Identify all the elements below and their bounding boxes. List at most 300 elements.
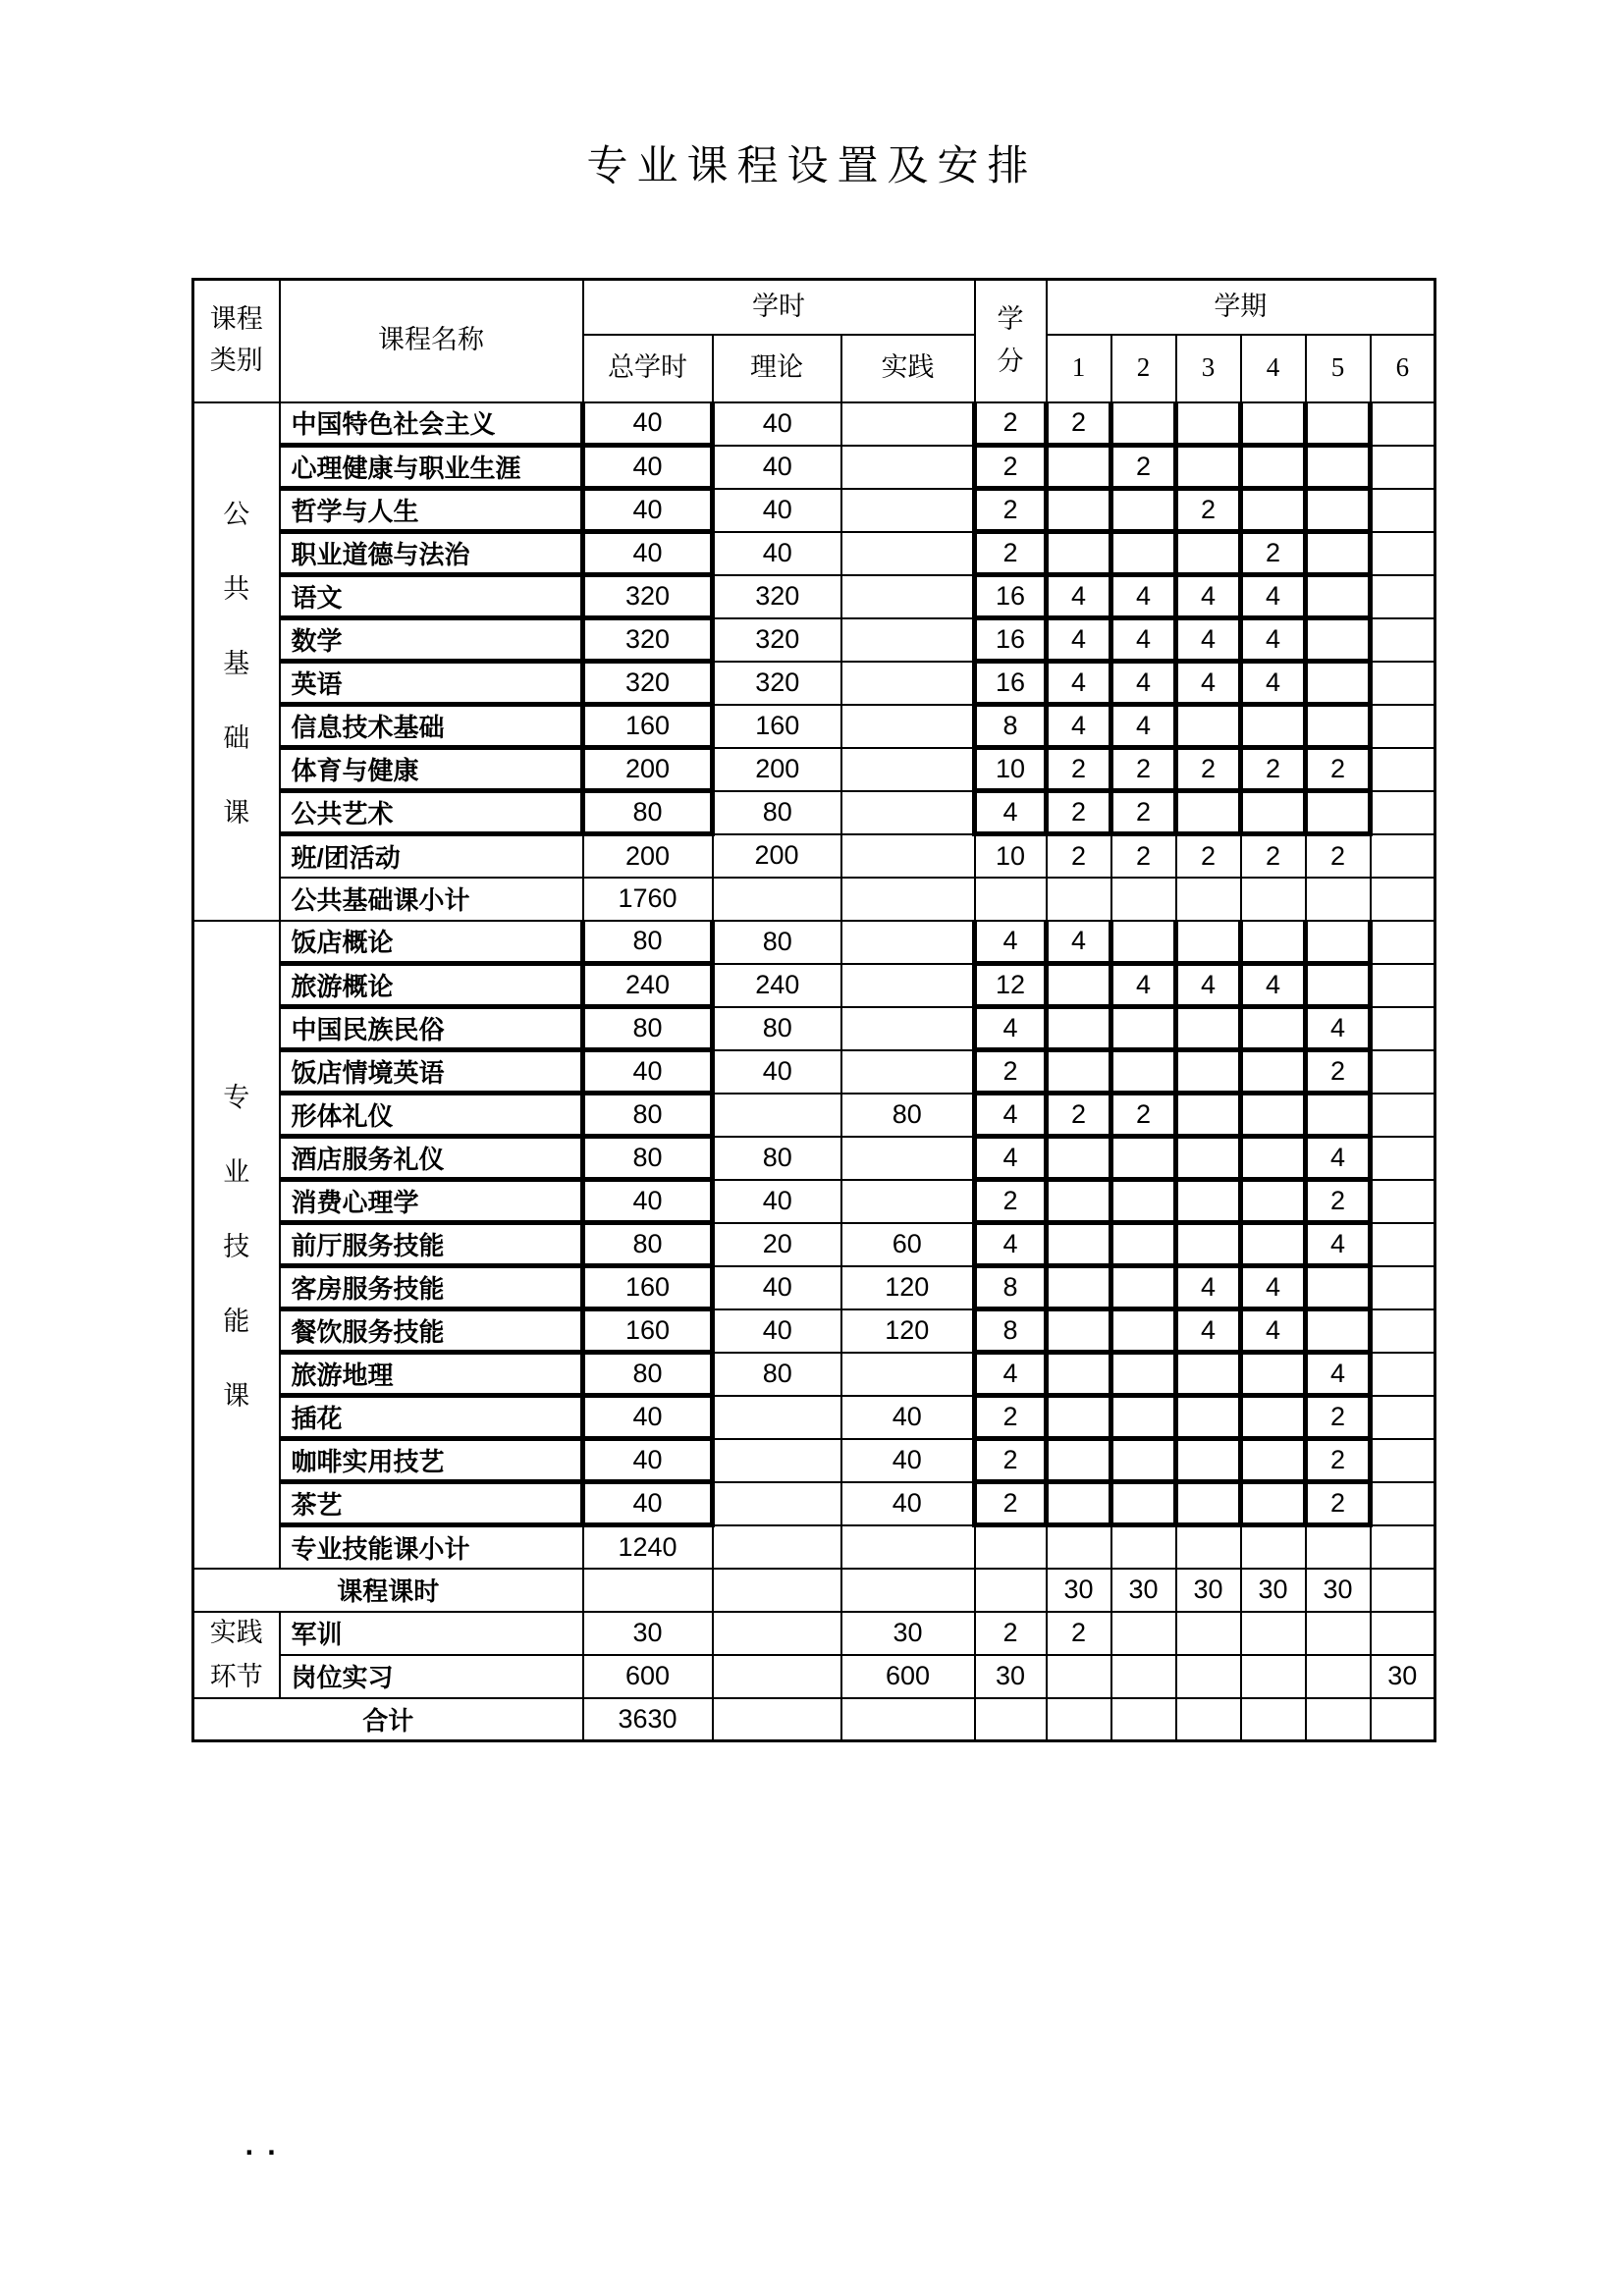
semester-cell [1306, 532, 1371, 575]
total-hours-cell: 160 [583, 1266, 713, 1309]
header-semester-5: 5 [1306, 335, 1371, 402]
credits-cell: 2 [975, 1050, 1047, 1094]
semester-cell [1306, 878, 1371, 921]
semester-cell [1047, 489, 1111, 532]
practice-hours-cell [841, 964, 975, 1007]
theory-hours-cell: 40 [713, 1266, 841, 1309]
semester-cell: 2 [1111, 1094, 1176, 1137]
course-name-cell: 语文 [280, 575, 583, 618]
table-row [193, 748, 1435, 791]
semester-cell [1371, 834, 1435, 878]
total-hours-cell: 240 [583, 964, 713, 1007]
total-hours-cell [583, 1569, 713, 1612]
semester-cell [1176, 1612, 1241, 1655]
credits-cell: 30 [975, 1655, 1047, 1698]
category-label-line: 技 [223, 1232, 250, 1261]
semester-cell: 4 [1241, 1309, 1306, 1353]
total-hours-cell: 40 [583, 1180, 713, 1223]
semester-cell: 4 [1176, 618, 1241, 662]
semester-cell [1176, 446, 1241, 489]
semester-cell: 2 [1306, 834, 1371, 878]
table-row [193, 1180, 1435, 1223]
practice-hours-cell [841, 1180, 975, 1223]
semester-cell: 4 [1176, 662, 1241, 705]
header-category: 课程类别 [193, 280, 280, 402]
practice-hours-cell [841, 662, 975, 705]
semester-cell [1176, 1396, 1241, 1439]
header-semester-group: 学期 [1047, 280, 1435, 335]
semester-cell: 2 [1176, 834, 1241, 878]
semester-cell: 2 [1047, 1094, 1111, 1137]
credits-cell: 4 [975, 1353, 1047, 1396]
theory-hours-cell: 40 [713, 1050, 841, 1094]
semester-cell: 2 [1047, 791, 1111, 834]
semester-cell [1371, 1396, 1435, 1439]
semester-cell [1371, 791, 1435, 834]
semester-cell [1241, 402, 1306, 446]
semester-cell: 2 [1111, 834, 1176, 878]
course-name-cell: 消费心理学 [280, 1180, 583, 1223]
semester-cell [1306, 402, 1371, 446]
semester-cell [1241, 878, 1306, 921]
credits-cell [975, 878, 1047, 921]
credits-cell: 4 [975, 791, 1047, 834]
category-label-line: 共 [223, 574, 250, 604]
course-name-cell: 信息技术基础 [280, 705, 583, 748]
semester-cell [1241, 1439, 1306, 1482]
category-label-line: 基 [223, 649, 250, 678]
semester-cell [1371, 1698, 1435, 1741]
category-label-line: 环节 [209, 1662, 263, 1691]
semester-cell [1371, 489, 1435, 532]
semester-cell: 2 [1047, 402, 1111, 446]
table-row [193, 1309, 1435, 1353]
practice-hours-cell [841, 748, 975, 791]
practice-hours-cell [841, 1525, 975, 1569]
course-name-cell: 公共艺术 [280, 791, 583, 834]
semester-cell: 4 [1111, 575, 1176, 618]
semester-cell [1111, 921, 1176, 964]
credits-cell: 2 [975, 1396, 1047, 1439]
semester-cell [1371, 1266, 1435, 1309]
theory-hours-cell: 200 [713, 834, 841, 878]
semester-cell [1241, 1353, 1306, 1396]
course-name-cell: 形体礼仪 [280, 1094, 583, 1137]
table-row [193, 1439, 1435, 1482]
course-name-cell: 旅游概论 [280, 964, 583, 1007]
semester-cell [1176, 1698, 1241, 1741]
semester-cell [1371, 662, 1435, 705]
course-name-cell: 英语 [280, 662, 583, 705]
semester-cell: 4 [1047, 618, 1111, 662]
practice-hours-cell [841, 1353, 975, 1396]
semester-cell: 2 [1306, 1050, 1371, 1094]
course-name-cell: 中国特色社会主义 [280, 402, 583, 446]
semester-cell: 30 [1047, 1569, 1111, 1612]
course-name-cell: 职业道德与法治 [280, 532, 583, 575]
semester-cell [1047, 1655, 1111, 1698]
semester-cell [1371, 618, 1435, 662]
category-label [194, 1614, 279, 1695]
course-name-cell: 餐饮服务技能 [280, 1309, 583, 1353]
semester-cell [1371, 1137, 1435, 1180]
practice-hours-cell [841, 1007, 975, 1050]
practice-hours-cell [841, 446, 975, 489]
course-name-cell: 数学 [280, 618, 583, 662]
header-theory-hours: 理论 [713, 335, 841, 402]
total-hours-cell: 600 [583, 1655, 713, 1698]
semester-cell [1111, 1223, 1176, 1266]
semester-cell: 4 [1241, 618, 1306, 662]
credits-cell: 2 [975, 446, 1047, 489]
semester-cell: 2 [1306, 1439, 1371, 1482]
category-label-line: 专 [223, 1083, 250, 1112]
semester-cell: 4 [1111, 662, 1176, 705]
practice-hours-cell [841, 489, 975, 532]
semester-cell [1241, 1050, 1306, 1094]
header-credits: 学分 [975, 280, 1047, 402]
semester-cell [1371, 1569, 1435, 1612]
semester-cell [1371, 1309, 1435, 1353]
semester-cell [1111, 1050, 1176, 1094]
total-hours-cell: 320 [583, 618, 713, 662]
table-row [193, 618, 1435, 662]
semester-cell [1111, 1309, 1176, 1353]
theory-hours-cell: 320 [713, 618, 841, 662]
total-hours-cell: 1240 [583, 1525, 713, 1569]
theory-hours-cell: 80 [713, 1007, 841, 1050]
semester-cell [1241, 1525, 1306, 1569]
table-row [193, 878, 1435, 921]
header-semester-4: 4 [1241, 335, 1306, 402]
theory-hours-cell: 40 [713, 402, 841, 446]
total-hours-cell: 30 [583, 1612, 713, 1655]
semester-cell [1371, 532, 1435, 575]
curriculum-table [191, 278, 1436, 1742]
credits-cell: 4 [975, 1094, 1047, 1137]
theory-hours-cell: 80 [713, 791, 841, 834]
semester-cell [1111, 1525, 1176, 1569]
total-hours-cell: 3630 [583, 1698, 713, 1741]
semester-cell [1306, 1525, 1371, 1569]
practice-hours-cell: 80 [841, 1094, 975, 1137]
credits-cell: 4 [975, 1223, 1047, 1266]
semester-cell: 4 [1306, 1353, 1371, 1396]
practice-hours-cell [841, 834, 975, 878]
practice-hours-cell [841, 1137, 975, 1180]
header-semester-6: 6 [1371, 335, 1435, 402]
course-name-cell: 茶艺 [280, 1482, 583, 1525]
header-semester-3: 3 [1176, 335, 1241, 402]
table-row [193, 791, 1435, 834]
total-hours-cell: 40 [583, 402, 713, 446]
semester-cell [1371, 1612, 1435, 1655]
category-cell [193, 1612, 280, 1698]
semester-cell [1047, 1137, 1111, 1180]
semester-cell: 4 [1111, 618, 1176, 662]
practice-hours-cell: 120 [841, 1309, 975, 1353]
table-row [193, 964, 1435, 1007]
course-name-cell: 班/团活动 [280, 834, 583, 878]
practice-hours-cell: 40 [841, 1482, 975, 1525]
theory-hours-cell [713, 1698, 841, 1741]
total-hours-cell: 40 [583, 489, 713, 532]
semester-cell: 30 [1176, 1569, 1241, 1612]
theory-hours-cell: 320 [713, 662, 841, 705]
course-name-cell: 咖啡实用技艺 [280, 1439, 583, 1482]
semester-cell [1111, 489, 1176, 532]
semester-cell: 4 [1176, 964, 1241, 1007]
category-label-line: 业 [223, 1157, 250, 1187]
credits-cell: 16 [975, 575, 1047, 618]
course-name-cell: 饭店情境英语 [280, 1050, 583, 1094]
semester-cell [1371, 1050, 1435, 1094]
semester-cell [1176, 1525, 1241, 1569]
semester-cell [1306, 1698, 1371, 1741]
category-label-line: 实践 [209, 1618, 263, 1647]
table-row [193, 1698, 1435, 1741]
semester-cell: 2 [1241, 834, 1306, 878]
semester-cell: 2 [1047, 1612, 1111, 1655]
semester-cell [1176, 921, 1241, 964]
course-name-cell: 哲学与人生 [280, 489, 583, 532]
semester-cell: 4 [1176, 1266, 1241, 1309]
credits-cell: 16 [975, 618, 1047, 662]
semester-cell [1047, 532, 1111, 575]
total-hours-cell: 80 [583, 1094, 713, 1137]
semester-cell [1306, 791, 1371, 834]
credits-cell: 4 [975, 1007, 1047, 1050]
semester-cell [1241, 1180, 1306, 1223]
total-hours-cell: 320 [583, 575, 713, 618]
practice-hours-cell: 40 [841, 1396, 975, 1439]
theory-hours-cell: 40 [713, 489, 841, 532]
practice-hours-cell [841, 1698, 975, 1741]
practice-hours-cell [841, 1569, 975, 1612]
table-row [193, 575, 1435, 618]
credits-cell: 8 [975, 1309, 1047, 1353]
semester-cell [1306, 1266, 1371, 1309]
theory-hours-cell [713, 1439, 841, 1482]
total-hours-cell: 80 [583, 1223, 713, 1266]
semester-cell [1241, 1007, 1306, 1050]
total-hours-cell: 40 [583, 446, 713, 489]
semester-cell [1111, 1266, 1176, 1309]
semester-cell [1371, 1007, 1435, 1050]
theory-hours-cell: 240 [713, 964, 841, 1007]
semester-cell: 2 [1306, 748, 1371, 791]
theory-hours-cell: 320 [713, 575, 841, 618]
semester-cell [1111, 1698, 1176, 1741]
semester-cell [1241, 489, 1306, 532]
semester-cell [1306, 1309, 1371, 1353]
theory-hours-cell [713, 1094, 841, 1137]
category-label-line: 能 [223, 1307, 250, 1336]
practice-hours-cell [841, 618, 975, 662]
semester-cell [1241, 1396, 1306, 1439]
credits-cell [975, 1698, 1047, 1741]
credits-cell: 4 [975, 1137, 1047, 1180]
category-label-line: 课 [223, 1381, 250, 1411]
table-row [193, 532, 1435, 575]
practice-hours-cell: 30 [841, 1612, 975, 1655]
semester-cell [1176, 1223, 1241, 1266]
header-semester-2: 2 [1111, 335, 1176, 402]
semester-cell: 2 [1176, 489, 1241, 532]
semester-cell [1047, 1309, 1111, 1353]
semester-cell: 4 [1306, 1223, 1371, 1266]
semester-cell [1371, 446, 1435, 489]
semester-cell [1306, 446, 1371, 489]
theory-hours-cell: 80 [713, 1137, 841, 1180]
semester-cell [1176, 1094, 1241, 1137]
theory-hours-cell: 80 [713, 921, 841, 964]
semester-cell [1176, 1655, 1241, 1698]
total-hours-cell: 40 [583, 1050, 713, 1094]
semester-cell [1371, 1482, 1435, 1525]
credits-cell: 2 [975, 1439, 1047, 1482]
semester-cell [1371, 964, 1435, 1007]
course-name-cell: 公共基础课小计 [280, 878, 583, 921]
semester-cell [1371, 1223, 1435, 1266]
practice-hours-cell [841, 532, 975, 575]
total-hours-cell: 320 [583, 662, 713, 705]
total-hours-cell: 40 [583, 1439, 713, 1482]
semester-cell [1371, 1353, 1435, 1396]
table-row [193, 1396, 1435, 1439]
theory-hours-cell [713, 1482, 841, 1525]
semester-cell [1241, 921, 1306, 964]
header-row-groups [193, 280, 1435, 335]
semester-cell [1241, 1655, 1306, 1698]
semester-cell [1176, 878, 1241, 921]
course-name-cell: 岗位实习 [280, 1655, 583, 1698]
semester-cell [1047, 1525, 1111, 1569]
practice-hours-cell [841, 705, 975, 748]
credits-cell: 2 [975, 532, 1047, 575]
practice-hours-cell [841, 402, 975, 446]
practice-hours-cell: 60 [841, 1223, 975, 1266]
table-row [193, 1569, 1435, 1612]
semester-cell [1111, 878, 1176, 921]
semester-cell: 2 [1111, 748, 1176, 791]
credits-cell: 2 [975, 1180, 1047, 1223]
semester-cell [1047, 1180, 1111, 1223]
semester-cell [1111, 1655, 1176, 1698]
table-row [193, 705, 1435, 748]
page-title: 专业课程设置及安排 [586, 144, 1038, 189]
semester-cell [1111, 1396, 1176, 1439]
semester-cell: 4 [1047, 662, 1111, 705]
semester-cell [1047, 964, 1111, 1007]
category-label [194, 493, 279, 829]
table-row [193, 1612, 1435, 1655]
semester-cell: 4 [1047, 921, 1111, 964]
semester-cell [1111, 1612, 1176, 1655]
semester-cell [1371, 575, 1435, 618]
theory-hours-cell: 40 [713, 446, 841, 489]
semester-cell: 2 [1306, 1482, 1371, 1525]
table-row [193, 446, 1435, 489]
theory-hours-cell [713, 1396, 841, 1439]
semester-cell [1047, 1698, 1111, 1741]
semester-cell: 2 [1111, 446, 1176, 489]
semester-cell [1111, 1137, 1176, 1180]
semester-cell [1371, 748, 1435, 791]
table-row [193, 1525, 1435, 1569]
credits-cell: 4 [975, 921, 1047, 964]
semester-cell: 2 [1176, 748, 1241, 791]
course-name-cell: 军训 [280, 1612, 583, 1655]
credits-cell: 8 [975, 1266, 1047, 1309]
practice-hours-cell: 600 [841, 1655, 975, 1698]
table-row [193, 1353, 1435, 1396]
semester-cell [1047, 446, 1111, 489]
semester-cell [1371, 878, 1435, 921]
total-hours-cell: 160 [583, 705, 713, 748]
semester-cell: 30 [1371, 1655, 1435, 1698]
table-row [193, 1655, 1435, 1698]
header-total-hours: 总学时 [583, 335, 713, 402]
semester-cell [1047, 1396, 1111, 1439]
semester-cell: 4 [1306, 1137, 1371, 1180]
semester-cell [1111, 402, 1176, 446]
semester-cell: 2 [1241, 748, 1306, 791]
semester-cell: 2 [1047, 748, 1111, 791]
total-hours-cell: 160 [583, 1309, 713, 1353]
practice-hours-cell [841, 1050, 975, 1094]
credits-cell [975, 1525, 1047, 1569]
practice-hours-cell: 120 [841, 1266, 975, 1309]
total-hours-cell: 200 [583, 748, 713, 791]
credits-cell [975, 1569, 1047, 1612]
theory-hours-cell: 160 [713, 705, 841, 748]
course-name-cell: 客房服务技能 [280, 1266, 583, 1309]
semester-cell [1176, 1439, 1241, 1482]
semester-cell: 4 [1241, 1266, 1306, 1309]
semester-cell [1241, 1223, 1306, 1266]
credits-cell: 2 [975, 402, 1047, 446]
total-hours-cell: 200 [583, 834, 713, 878]
course-name-cell: 酒店服务礼仪 [280, 1137, 583, 1180]
credits-cell: 12 [975, 964, 1047, 1007]
category-label-line: 公 [223, 500, 250, 529]
semester-cell [1111, 1007, 1176, 1050]
semester-cell [1241, 791, 1306, 834]
semester-cell [1176, 1137, 1241, 1180]
semester-cell [1176, 1482, 1241, 1525]
semester-cell [1306, 1094, 1371, 1137]
theory-hours-cell: 40 [713, 1309, 841, 1353]
semester-cell [1176, 1180, 1241, 1223]
category-cell [193, 921, 280, 1569]
semester-cell: 2 [1306, 1396, 1371, 1439]
semester-cell [1241, 1698, 1306, 1741]
semester-cell [1111, 1180, 1176, 1223]
semester-cell [1047, 1439, 1111, 1482]
semester-cell [1241, 1612, 1306, 1655]
theory-hours-cell [713, 1569, 841, 1612]
category-label [194, 1076, 279, 1413]
header-hours-group: 学时 [583, 280, 975, 335]
practice-hours-cell [841, 791, 975, 834]
theory-hours-cell: 40 [713, 1180, 841, 1223]
course-name-cell: 专业技能课小计 [280, 1525, 583, 1569]
credits-cell: 16 [975, 662, 1047, 705]
table-row [193, 1094, 1435, 1137]
table-row [193, 1007, 1435, 1050]
header-semester-1: 1 [1047, 335, 1111, 402]
